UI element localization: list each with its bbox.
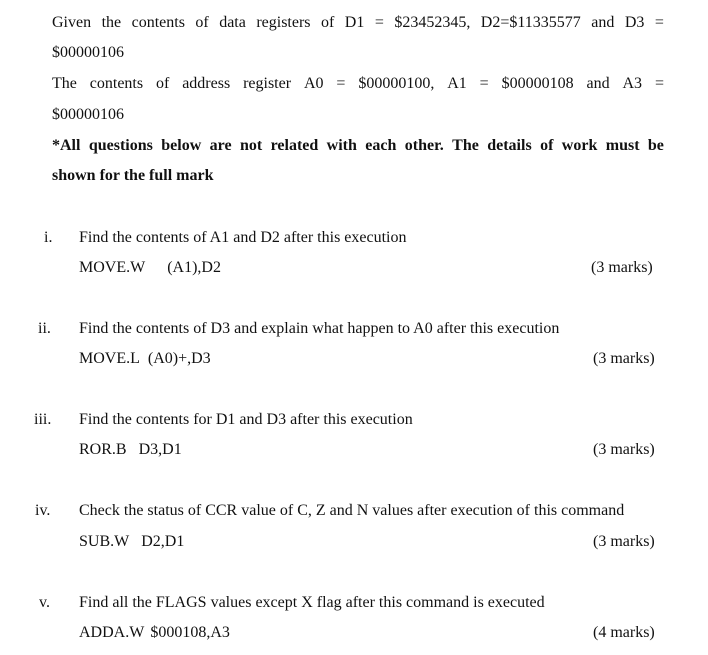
question-number: i. [44, 229, 53, 246]
question-command [79, 441, 182, 459]
word: D2=$11335577 [480, 14, 581, 31]
question-number: iv. [35, 502, 51, 519]
word: work [561, 137, 598, 154]
instruction-mnemonic: MOVE.W [79, 259, 146, 276]
word: Given [52, 14, 92, 31]
word: of [320, 14, 335, 31]
note-line-2: shown for the full mark [52, 167, 214, 184]
question-number: ii. [38, 320, 51, 337]
intro-line-2: $00000106 [52, 44, 124, 61]
word: are [209, 137, 232, 154]
word: D1 [344, 14, 365, 31]
word: *All [52, 137, 81, 154]
word: address [182, 75, 231, 92]
word: D3 [624, 14, 645, 31]
word: data [219, 14, 246, 31]
intro-line-1 [52, 14, 664, 32]
word: $00000108 [501, 75, 574, 92]
question-marks: (3 marks) [593, 350, 655, 367]
word: other. [404, 137, 444, 154]
word: of [540, 137, 554, 154]
word: details [487, 137, 532, 154]
word: the [101, 14, 122, 31]
question-marks: (3 marks) [593, 441, 655, 458]
word: related [270, 137, 319, 154]
question-command [79, 350, 211, 368]
instruction-operands: (A0)+,D3 [147, 350, 211, 367]
instruction-operands: (A1),D2 [167, 259, 221, 276]
word: contents [131, 14, 185, 31]
instruction-operands: $000108,A3 [150, 624, 230, 641]
question-marks: (3 marks) [591, 259, 653, 276]
word: of [195, 14, 209, 31]
word: with [326, 137, 357, 154]
word: and [586, 75, 610, 92]
question-marks: (3 marks) [593, 533, 655, 550]
question-text: Find the contents for D1 and D3 after this execution [79, 411, 413, 428]
word: The [52, 75, 77, 92]
question-command [79, 533, 184, 551]
question-command [79, 259, 221, 277]
word: register [243, 75, 292, 92]
question-text: Find the contents of D3 and explain what happen to A0 after this execution [79, 320, 560, 337]
word: below [161, 137, 202, 154]
word: = [374, 14, 384, 31]
note-line-1 [52, 137, 664, 155]
instruction-operands: D2,D1 [141, 533, 185, 550]
word: A0 [303, 75, 324, 92]
word: The [452, 137, 479, 154]
question-text: Find the contents of A1 and D2 after this execution [79, 229, 407, 246]
intro-line-3 [52, 75, 664, 93]
word: = [654, 75, 664, 92]
question-text: Check the status of CCR value of C, Z and N values after execution of this command [79, 502, 625, 519]
word: be [647, 137, 664, 154]
word: $23452345, [394, 14, 471, 31]
word: $00000100, [358, 75, 435, 92]
word: = [479, 75, 489, 92]
question-number: v. [39, 594, 50, 611]
word: each [365, 137, 397, 154]
word: questions [88, 137, 153, 154]
question-text: Find all the FLAGS values except X flag after this command is executed [79, 594, 545, 611]
question-number: iii. [34, 411, 52, 428]
word: = [654, 14, 664, 31]
word: of [155, 75, 170, 92]
instruction-operands: D3,D1 [138, 441, 182, 458]
word: A3 [622, 75, 643, 92]
question-command [79, 624, 230, 642]
word: and [591, 14, 615, 31]
instruction-mnemonic: ADDA.W [79, 624, 145, 641]
instruction-mnemonic: SUB.W [79, 533, 130, 550]
word: must [605, 137, 640, 154]
instruction-mnemonic: ROR.B [79, 441, 127, 458]
question-marks: (4 marks) [593, 624, 655, 641]
instruction-mnemonic: MOVE.L [79, 350, 140, 367]
word: registers [256, 14, 311, 31]
intro-line-4: $00000106 [52, 106, 124, 123]
word: = [336, 75, 346, 92]
word: not [239, 137, 263, 154]
word: contents [89, 75, 144, 92]
word: A1 [447, 75, 467, 92]
